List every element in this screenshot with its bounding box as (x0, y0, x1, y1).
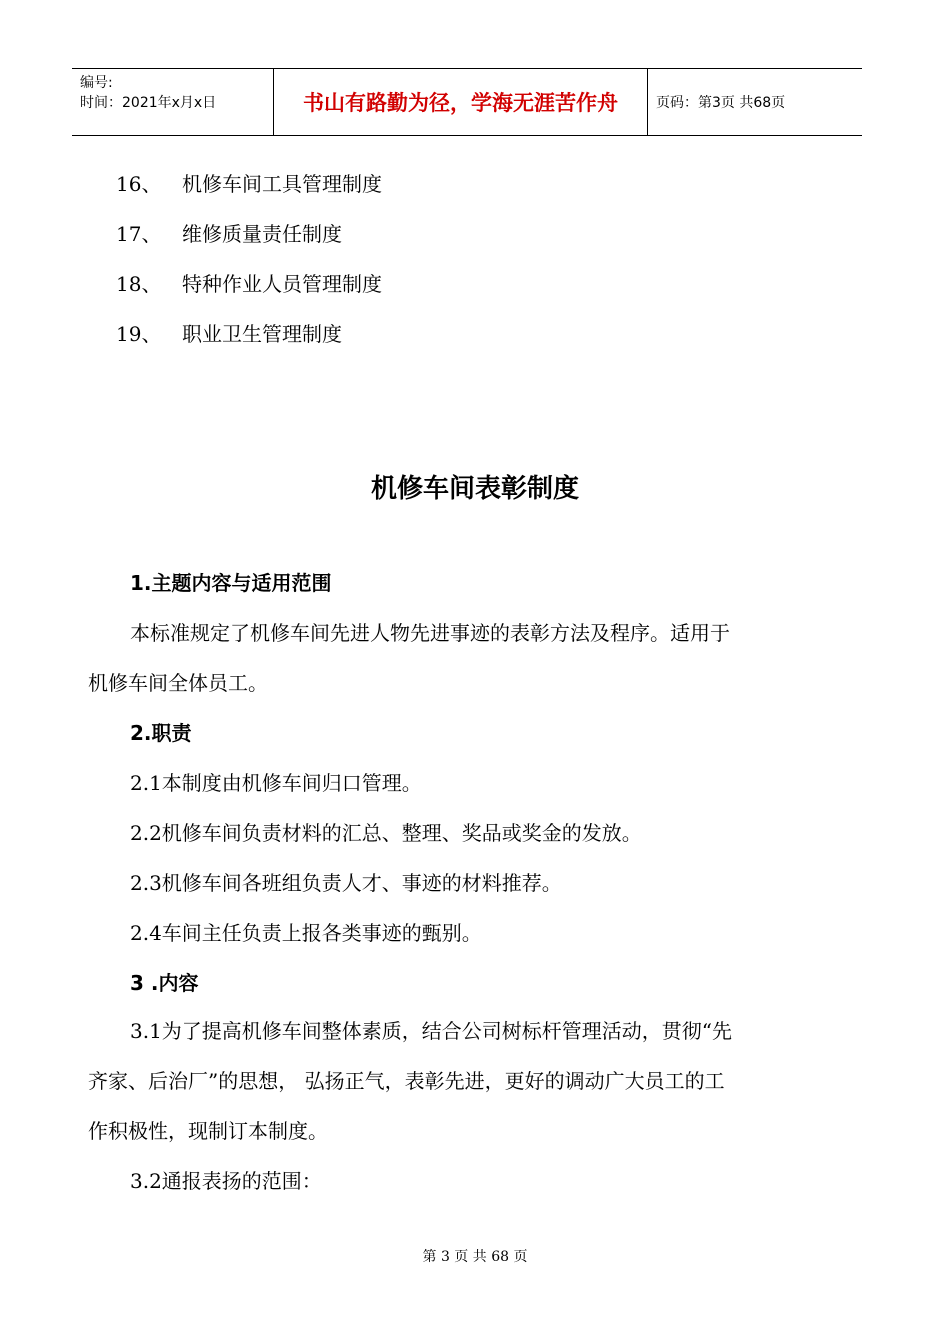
number-label: 编号: (80, 75, 113, 91)
header-page-info: 页码：第3页 共68页 (656, 95, 786, 111)
list-item-number: 17、 (116, 222, 162, 246)
time-label: 时间：2021年x月x日 (80, 95, 217, 111)
list-item-text: 维修质量责任制度 (182, 222, 342, 246)
section-heading-1: 1.主题内容与适用范围 (130, 571, 332, 595)
paragraph-line: 2.2机修车间负责材料的汇总、整理、奖品或奖金的发放。 (130, 821, 642, 845)
header-meta (72, 69, 274, 135)
list-item-number: 16、 (116, 172, 162, 196)
page-header (72, 68, 862, 136)
section-heading-3: 3 .内容 (130, 971, 199, 995)
paragraph-line: 作积极性，现制订本制度。 (88, 1119, 328, 1143)
list-item (116, 221, 342, 247)
list-item-text: 职业卫生管理制度 (182, 322, 342, 346)
paragraph-line: 齐家、后治厂”的思想， 弘扬正气，表彰先进，更好的调动广大员工的工 (88, 1069, 725, 1093)
document-title: 机修车间表彰制度 (370, 474, 579, 504)
paragraph-line: 机修车间全体员工。 (88, 671, 268, 695)
list-item (116, 321, 342, 347)
paragraph-line: 本标准规定了机修车间先进人物先进事迹的表彰方法及程序。适用于 (130, 621, 730, 645)
list-item-text: 机修车间工具管理制度 (182, 172, 382, 196)
paragraph-line: 3.2通报表扬的范围： (130, 1169, 322, 1193)
paragraph-line: 3.1为了提高机修车间整体素质，结合公司树标杆管理活动，贯彻“先 (130, 1019, 733, 1043)
section-heading-2: 2.职责 (130, 721, 192, 745)
list-item-text: 特种作业人员管理制度 (182, 272, 382, 296)
list-item (116, 271, 382, 297)
paragraph-line: 2.1本制度由机修车间归口管理。 (130, 771, 422, 795)
list-item (116, 171, 382, 197)
paragraph-line: 2.3机修车间各班组负责人才、事迹的材料推荐。 (130, 871, 562, 895)
page-footer: 第 3 页 共 68 页 (422, 1249, 528, 1265)
list-item-number: 19、 (116, 322, 162, 346)
paragraph-line: 2.4车间主任负责上报各类事迹的甄别。 (130, 921, 482, 945)
header-motto: 书山有路勤为径，学海无涯苦作舟 (274, 69, 648, 135)
list-item-number: 18、 (116, 272, 162, 296)
